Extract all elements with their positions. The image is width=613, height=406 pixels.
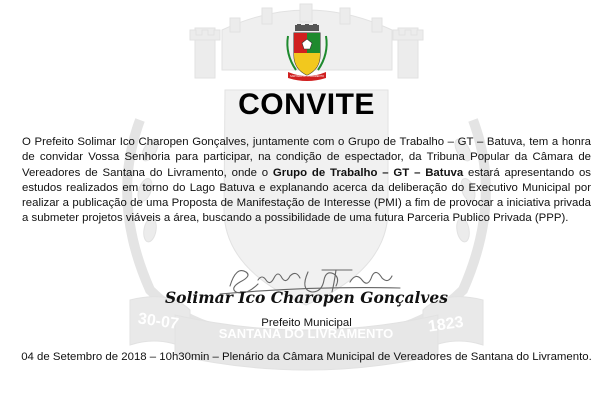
crest-banner-text: SANTANA DO LIVRAMENTO — [289, 75, 325, 78]
municipal-crest-icon — [282, 24, 332, 84]
document-title: CONVITE — [238, 88, 375, 121]
signer-name: Solimar Ico Charopen Gonçalves — [164, 288, 449, 307]
body-part-1: O Prefeito Solimar Ico Charopen Gonçalves, juntamente com o Grupo de Trabalho – GT – Batuva, tem a honra de convidar Vossa Senhoria para participar, na condição de espectador, da Tribuna Popular da Câmara de Vereadores de Santana do Livramento, onde o — [22, 136, 591, 179]
signer-role: Prefeito Municipal — [261, 317, 352, 329]
event-details-footer: 04 de Setembro de 2018 – 10h30min – Plenário da Câmara Municipal de Vereadores de Santana do Livramento. — [21, 351, 592, 363]
watermark-banner-text: SANTANA DO LIVRAMENTO — [218, 326, 394, 341]
watermark-right-year: 1823 — [427, 313, 465, 336]
invitation-body — [22, 135, 591, 227]
body-part-2: estará apresentando os estudos realizados em torno do Lago Batuva e explanando acerca da deliberação do Executivo Municipal por realizar a publicação de uma Proposta de Manifestação de Interesse (PMI) a fim de provocar a iniciativa privada a submeter projetos viáveis a área, buscando a possibilidade de uma futura Parceria Publico Privada (PPP). — [22, 166, 591, 225]
body-bold-group: Grupo de Trabalho – GT – Batuva — [272, 166, 464, 179]
watermark-left-year: 30-07 — [136, 310, 180, 333]
